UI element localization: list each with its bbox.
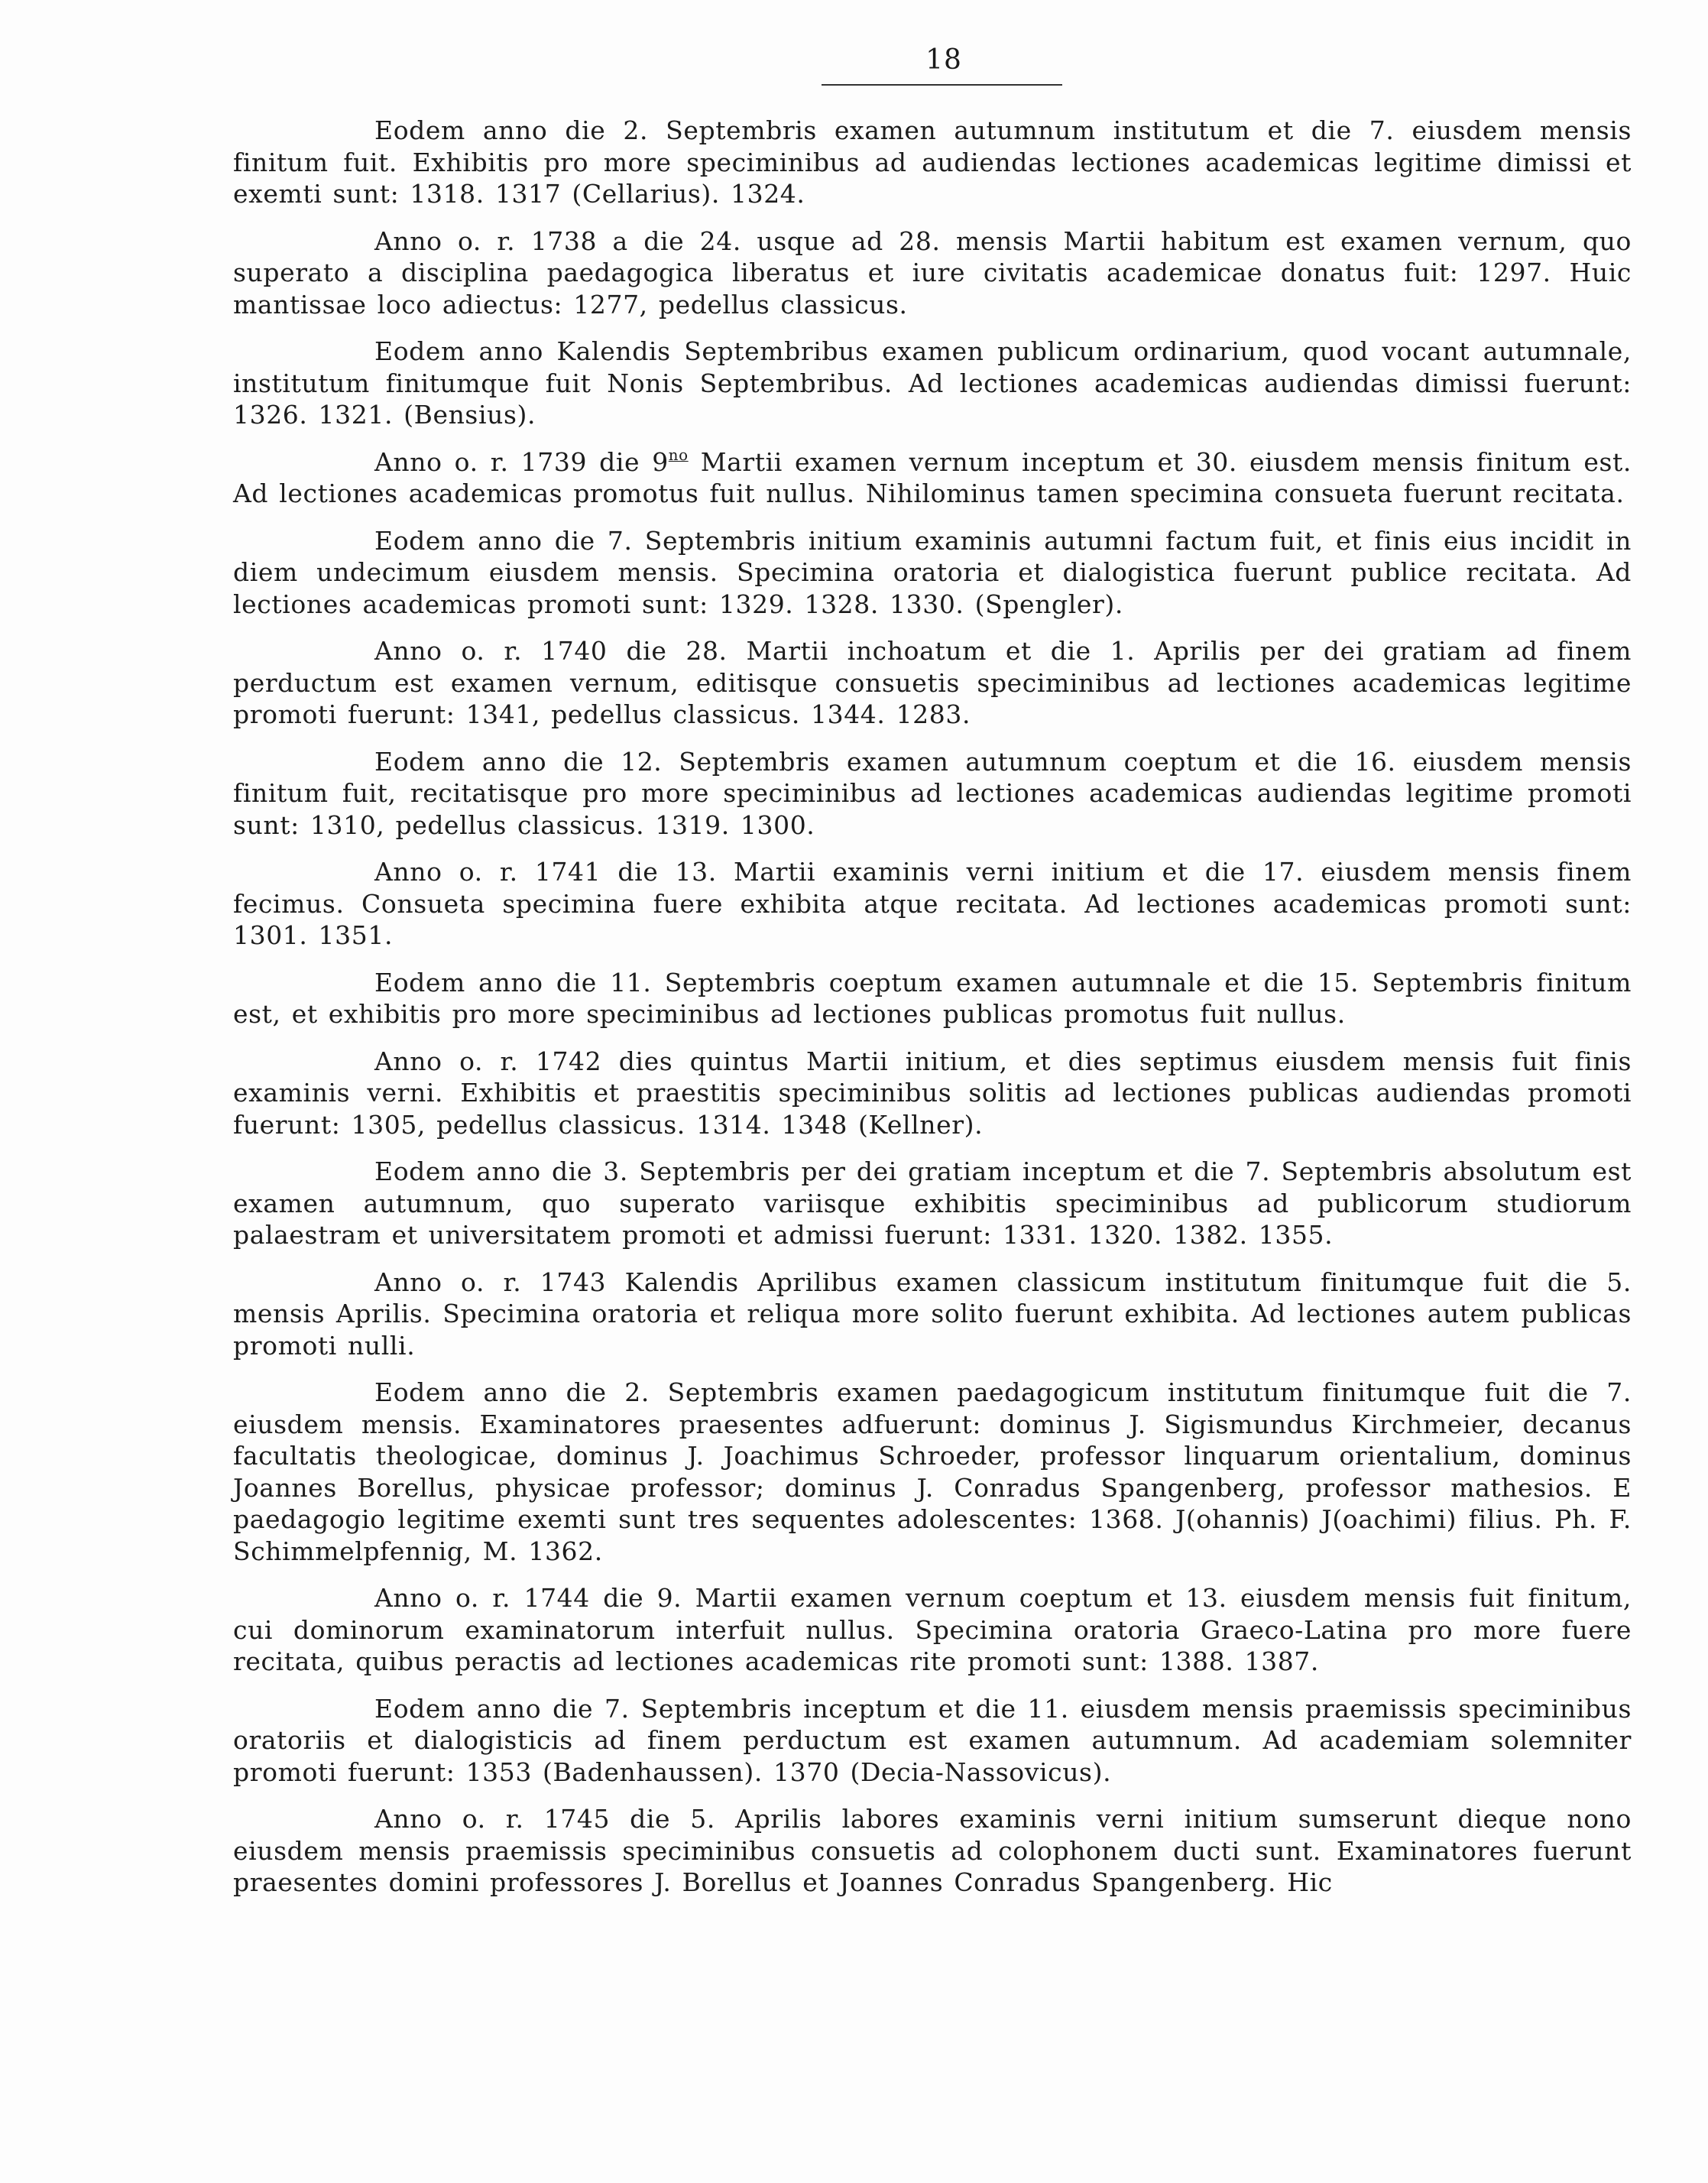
paragraph-1741-spring: Anno o. r. 1741 die 13. Martii examinis verni initium et die 17. eiusdem mensis finem fecimus. Consueta specimina fuere exhibita atque recitata. Ad lectiones academicas promoti sunt: 1301. 1351.	[233, 857, 1632, 950]
paragraph-text-after: Martii examen vernum inceptum et 30. eiusdem mensis finitum est. Ad lectiones academicas promotus fuit nullus. Nihilominus tamen specimina consueta fuerunt recitata.	[233, 446, 1632, 508]
paragraph-1744-spring: Anno o. r. 1744 die 9. Martii examen vernum coeptum et 13. eiusdem mensis fuit finitum, cui dominorum examinatorum interfuit nullus. Specimina oratoria Graeco-Latina pro more fuere recitata, quibus peractis ad lectiones academicas rite promoti sunt: 1388. 1387.	[233, 1583, 1632, 1676]
paragraph-1742-autumn: Eodem anno die 3. Septembris per dei gratiam inceptum et die 7. Septembris absolutum est examen autumnum, quo superato variisque exhibitis speciminibus ad publicorum studiorum palaestram et universitatem promoti et admissi fuerunt: 1331. 1320. 1382. 1355.	[233, 1156, 1632, 1250]
paragraph-1738-spring: Anno o. r. 1738 a die 24. usque ad 28. mensis Martii habitum est examen vernum, quo superato a disciplina paedagogica liberatus et iure civitatis academicae donatus fuit: 1297. Huic mantissae loco adiectus: 1277, pedellus classicus.	[233, 225, 1632, 320]
paragraph-text-before: Anno o. r. 1739 die 9	[374, 446, 669, 477]
paragraph-1744-autumn: Eodem anno die 7. Septembris inceptum et die 11. eiusdem mensis praemissis speciminibus oratoriis et dialogisticis ad finem perductum est examen autumnum. Ad academiam solemniter promoti fuerunt: 1353 (Badenhaussen). 1370 (Decia-Nassovicus).	[233, 1693, 1632, 1787]
body-text	[233, 115, 1632, 1914]
header-rule	[822, 84, 1062, 86]
paragraph-1738-autumn-1737: Eodem anno die 2. Septembris examen autumnum institutum et die 7. eiusdem mensis finitum fuit. Exhibitis pro more speciminibus ad audiendas lectiones academicas legitime dimissi et exemti sunt: 1318. 1317 (Cellarius). 1324.	[233, 115, 1632, 209]
paragraph-1745-spring: Anno o. r. 1745 die 5. Aprilis labores examinis verni initium sumserunt dieque nono eiusdem mensis praemissis speciminibus consuetis ad colophonem ducti sunt. Examinatores fuerunt praesentes domini professores J. Borellus et Joannes Conradus Spangenberg. Hic	[233, 1804, 1632, 1897]
paragraph-1741-autumn: Eodem anno die 11. Septembris coeptum examen autumnale et die 15. Septembris finitum est, et exhibitis pro more speciminibus ad lectiones publicas promotus fuit nullus.	[233, 967, 1632, 1029]
paragraph-1740-spring: Anno o. r. 1740 die 28. Martii inchoatum et die 1. Aprilis per dei gratiam ad finem perductum est examen vernum, editisque consuetis speciminibus ad lectiones academicas legitime promoti fuerunt: 1341, pedellus classicus. 1344. 1283.	[233, 636, 1632, 729]
paragraph-1739-spring	[233, 446, 1632, 510]
paragraph-1740-autumn: Eodem anno die 12. Septembris examen autumnum coeptum et die 16. eiusdem mensis finitum fuit, recitatisque pro more speciminibus ad lectiones academicas audiendas legitime promoti sunt: 1310, pedellus classicus. 1319. 1300.	[233, 746, 1632, 840]
page-number: 18	[925, 44, 962, 76]
paragraph-1743-autumn: Eodem anno die 2. Septembris examen paedagogicum institutum finitumque fuit die 7. eiusdem mensis. Examinatores praesentes adfuerunt: dominus J. Sigismundus Kirchmeier, decanus facultatis theologicae, dominus J. Joachimus Schroeder, professor linquarum orientalium, dominus Joannes Borellus, physicae professor; dominus J. Conradus Spangenberg, professor mathesios. E paedagogio legitime exemti sunt tres sequentes adolescentes: 1368. J(ohannis) J(oachimi) filius. Ph. F. Schimmelpfennig, M. 1362.	[233, 1377, 1632, 1566]
paragraph-1738-autumn: Eodem anno Kalendis Septembribus examen publicum ordinarium, quod vocant autumnale, institutum finitumque fuit Nonis Septembribus. Ad lectiones academicas audiendas dimissi fuerunt: 1326. 1321. (Bensius).	[233, 336, 1632, 430]
ordinal-superscript: no	[668, 446, 689, 464]
paragraph-1739-autumn: Eodem anno die 7. Septembris initium examinis autumni factum fuit, et finis eius incidit in diem undecimum eiusdem mensis. Specimina oratoria et dialogistica fuerunt publice recitata. Ad lectiones academicas promoti sunt: 1329. 1328. 1330. (Spengler).	[233, 525, 1632, 619]
paragraph-1743-spring: Anno o. r. 1743 Kalendis Aprilibus examen classicum institutum finitumque fuit die 5. mensis Aprilis. Specimina oratoria et reliqua more solito fuerunt exhibita. Ad lectiones autem publicas promoti nulli.	[233, 1267, 1632, 1361]
paragraph-1742-spring: Anno o. r. 1742 dies quintus Martii initium, et dies septimus eiusdem mensis fuit finis examinis verni. Exhibitis et praestitis speciminibus solitis ad lectiones publicas audiendas promoti fuerunt: 1305, pedellus classicus. 1314. 1348 (Kellner).	[233, 1046, 1632, 1140]
